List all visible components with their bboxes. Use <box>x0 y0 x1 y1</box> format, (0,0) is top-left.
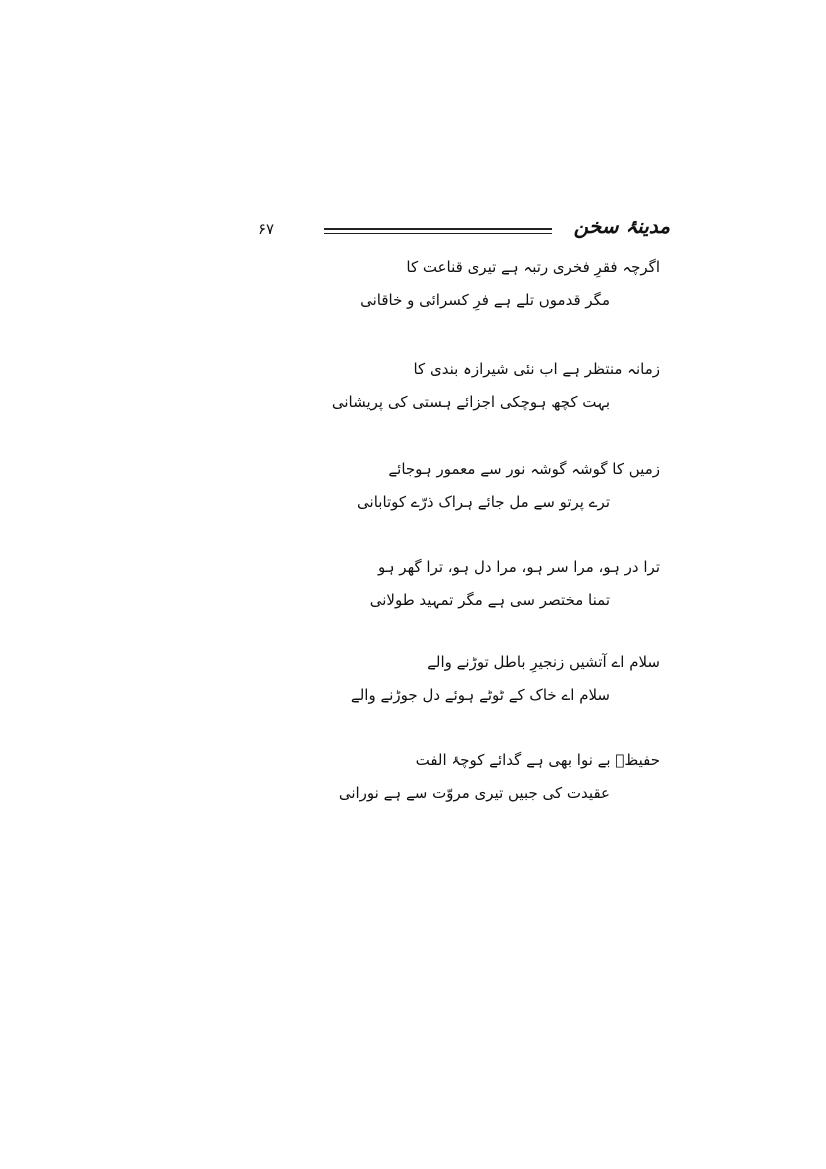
couplet-second-line: عقیدت کی جبیں تیری مروّت سے ہے نورانی <box>338 784 610 802</box>
couplet <box>250 746 670 848</box>
couplet-first-line: اگرچہ فقرِ فخری رتبہ ہے تیری قناعت کا <box>406 258 660 276</box>
couplet-first-line: حفیظؔ بے نوا بھی ہے گدائے کوچۂ الفت <box>415 751 660 769</box>
couplet <box>250 455 670 553</box>
couplet-second-line: ترے پرتو سے مل جائے ہراک ذرّے کوتابانی <box>357 493 610 511</box>
page-header <box>250 214 670 254</box>
couplet-second-line: بہت کچھ ہوچکی اجزائے ہستی کی پریشانی <box>331 393 610 411</box>
couplet <box>250 553 670 648</box>
couplet <box>250 355 670 455</box>
couplet-first-line: زمیں کا گوشہ گوشہ نور سے معمور ہوجائے <box>388 460 660 478</box>
couplet-second-line: سلام اے خاک کے ٹوٹے ہوئے دل جوڑنے والے <box>350 686 610 704</box>
couplet-first-line: زمانہ منتظر ہے اب نئی شیرازہ بندی کا <box>413 360 660 378</box>
couplet-first-line: سلام اے آتشیں زنجیرِ باطل توڑنے والے <box>427 653 660 671</box>
book-title: مدینۂ سخن <box>573 214 670 238</box>
couplet-second-line: مگر قدموں تلے ہے فرِ کسرائی و خاقانی <box>360 291 610 309</box>
couplet <box>250 253 670 355</box>
couplet <box>250 648 670 746</box>
page-number: ۶۷ <box>258 220 275 238</box>
header-rule <box>324 228 552 234</box>
poem-body <box>250 253 670 848</box>
couplet-second-line: تمنا مختصر سی ہے مگر تمہید طولانی <box>369 591 610 609</box>
couplet-first-line: ترا در ہو، مرا سر ہو، مرا دل ہو، ترا گھر ہو <box>378 558 660 576</box>
